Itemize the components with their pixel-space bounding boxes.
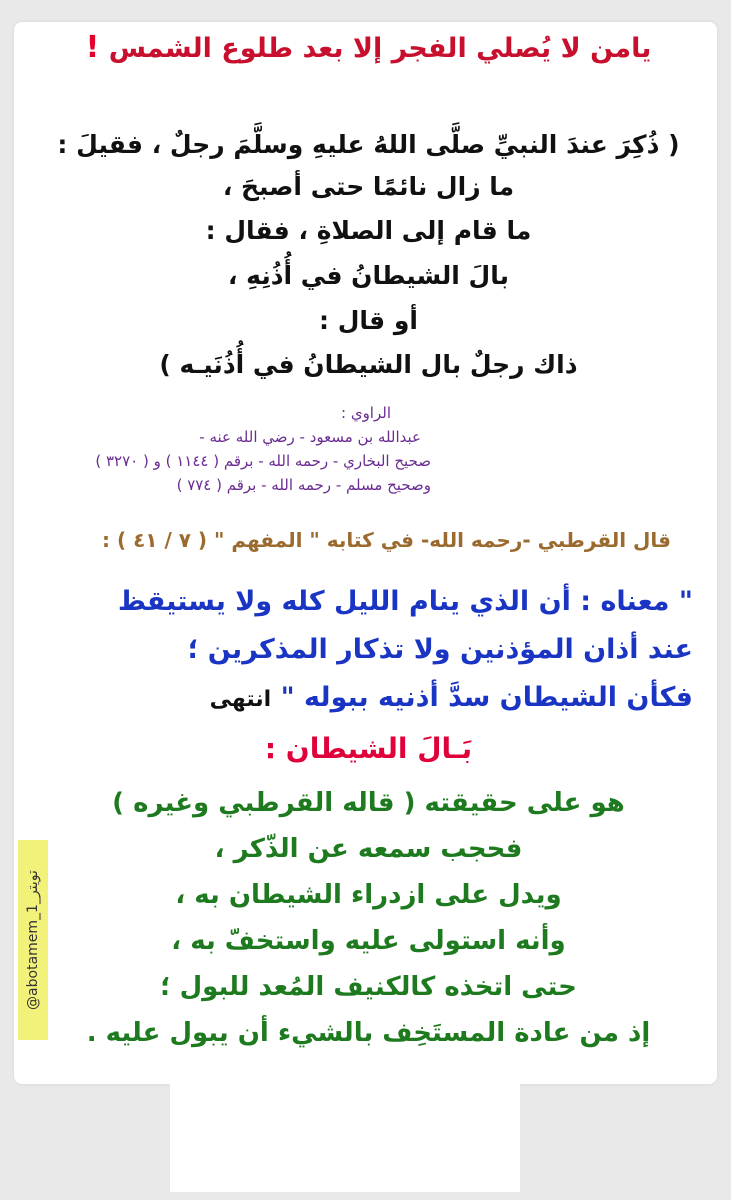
reference-line: وصحيح مسلم - رحمه الله - برقم ( ٧٧٤ ) xyxy=(176,476,431,494)
reference-line: صحيح البخاري - رحمه الله - برقم ( ١١٤٤ ) و ( ٣٢٧٠ ) xyxy=(95,452,431,470)
bal-heading: بَـالَ الشيطان : xyxy=(264,732,473,765)
quote-end-word: انتهى xyxy=(209,687,272,712)
quote-line-last xyxy=(30,682,693,714)
hadith-line: بالَ الشيطانُ في أُذُنِهِ ، xyxy=(227,261,510,290)
footer-blank-area xyxy=(170,1082,520,1192)
hadith-line: أو قال : xyxy=(319,306,418,335)
quote-text: فكأن الشيطان سدَّ أذنيه ببوله " xyxy=(280,682,693,713)
qurtubi-intro: قال القرطبي -رحمه الله- في كتابه " المفهم " ( ٧ / ٤١ ) : xyxy=(101,528,671,552)
explanation-line: حتى اتخذه كالكنيف المُعد للبول ؛ xyxy=(160,972,577,1002)
exclamation-mark: ! xyxy=(85,30,100,65)
explanation-line: فحجب سمعه عن الذّكر ، xyxy=(214,834,523,864)
twitter-handle-watermark xyxy=(18,840,48,1040)
explanation-line: وأنه استولى عليه واستخفّ به ، xyxy=(171,926,566,956)
hadith-line: ما قام إلى الصلاةِ ، فقال : xyxy=(205,216,532,245)
hadith-line: ما زال نائمًا حتى أصبحَ ، xyxy=(222,172,515,201)
explanation-line: ويدل على ازدراء الشيطان به ، xyxy=(175,880,562,910)
watermark-text: @abotamem_1_تويتر xyxy=(25,870,42,1010)
quote-line: " معناه : أن الذي ينام الليل كله ولا يستيقظ xyxy=(117,586,693,617)
page-title xyxy=(30,30,707,66)
title-text: يامن لا يُصلي الفجر إلا بعد طلوع الشمس xyxy=(108,33,652,64)
hadith-line: ( ذُكِرَ عندَ النبيِّ صلَّى اللهُ عليهِ وسلَّمَ رجلٌ ، فقيلَ : xyxy=(57,130,680,159)
hadith-line: ذاك رجلٌ بال الشيطانُ في أُذُنَيـه ) xyxy=(159,350,578,379)
explanation-line: هو على حقيقته ( قاله القرطبي وغيره ) xyxy=(112,788,625,818)
reference-line: عبدالله بن مسعود - رضي الله عنه - xyxy=(199,428,421,446)
explanation-line: إذ من عادة المستَخِف بالشيء أن يبول عليه . xyxy=(86,1018,651,1048)
narrator-label: الراوي : xyxy=(341,404,391,422)
quote-line: عند أذان المؤذنين ولا تذكار المذكرين ؛ xyxy=(187,634,693,665)
